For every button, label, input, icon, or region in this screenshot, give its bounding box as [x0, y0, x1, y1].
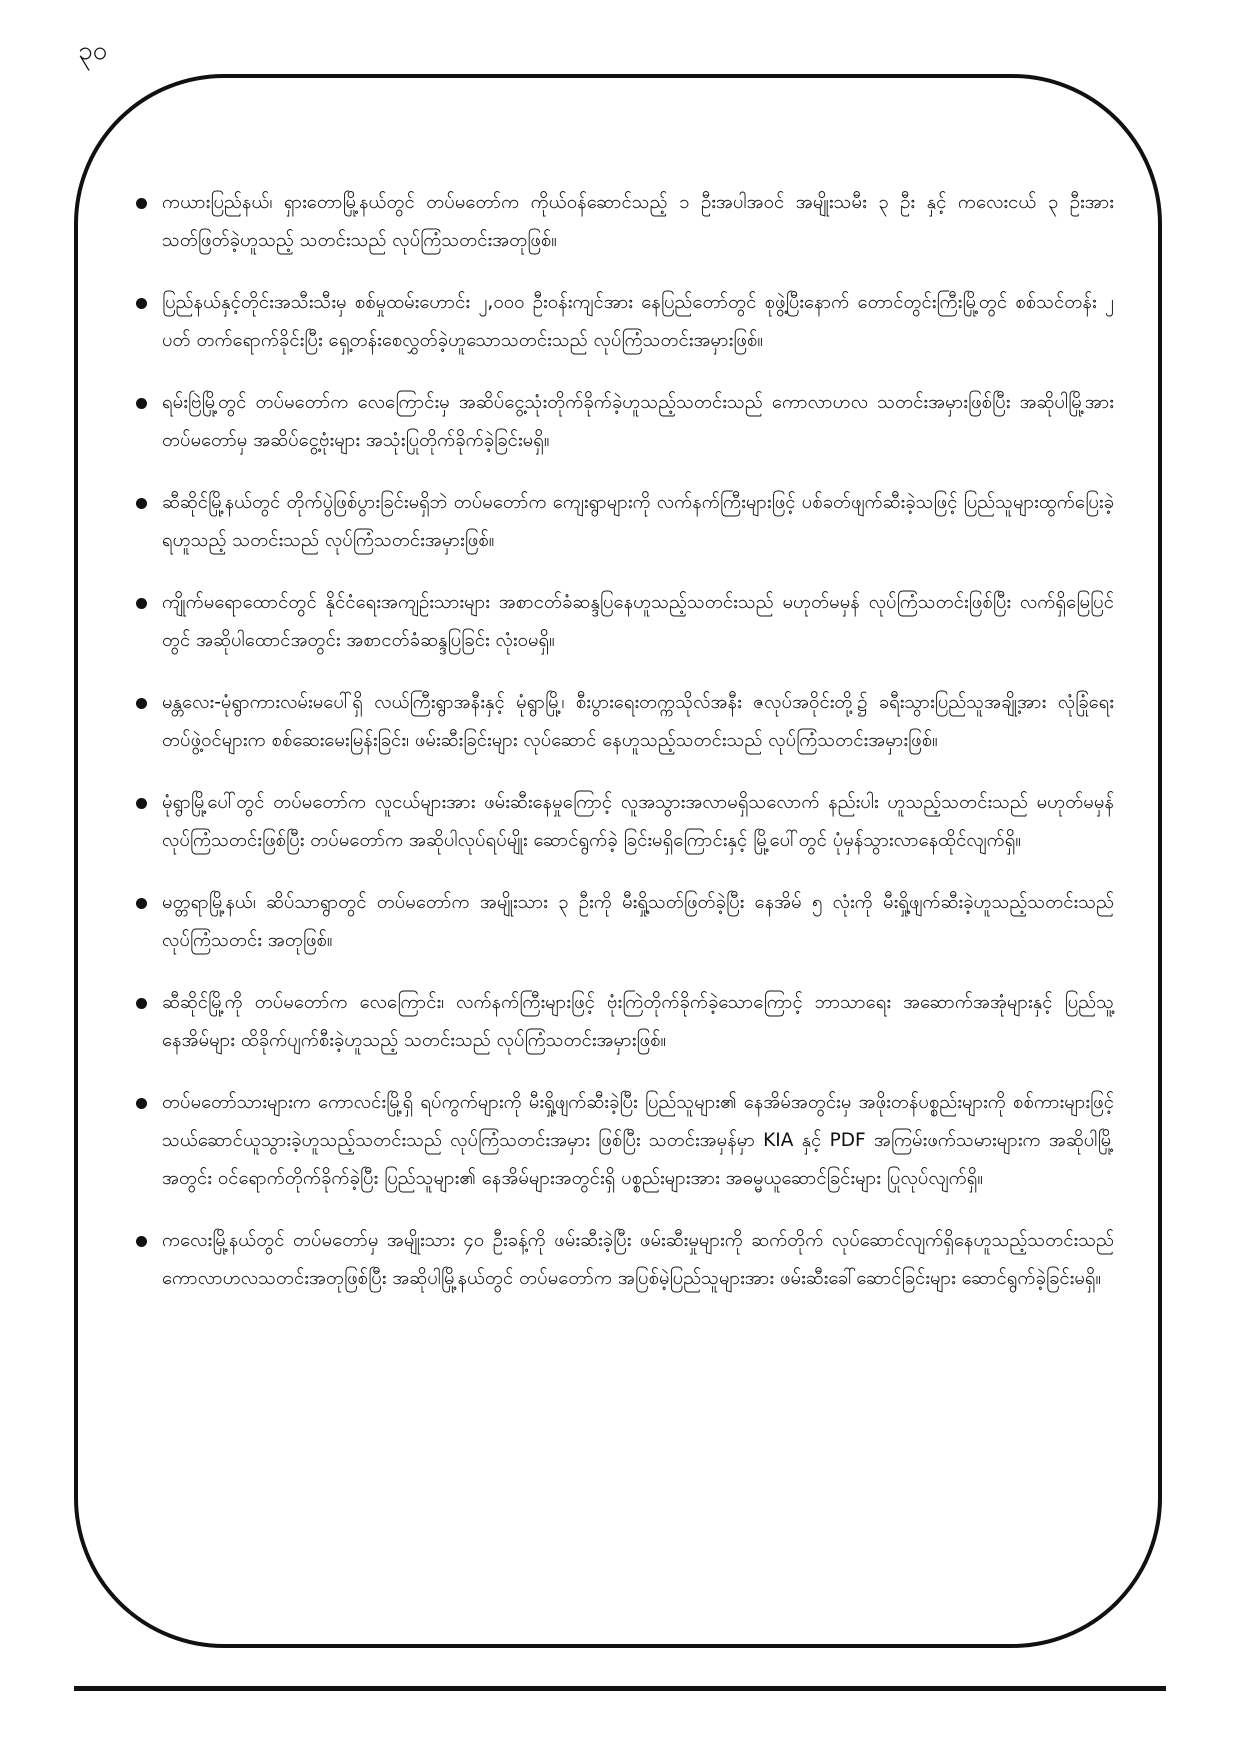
bullet-text: မတ္တရာမြို့နယ်၊ ဆိပ်သာရွာတွင် တပ်မတော်က အမျိုးသား ၃ ဦးကို မီးရှို့သတ်ဖြတ်ခဲ့ပြီး နေအိမ် ၅ လုံးကို မီးရှို့ဖျက်ဆီးခဲ့ဟူသည့်သတင်းသည် လုပ်ကြံသတင်း အတုဖြစ်။: [162, 892, 1114, 951]
bullet-text: ပြည်နယ်နှင့်တိုင်းအသီးသီးမှ စစ်မှုထမ်းဟောင်း ၂,၀၀၀ ဦးဝန်းကျင်အား နေပြည်တော်တွင် စုဖွဲ့ပြီးနောက် တောင်တွင်းကြီးမြို့တွင် စစ်သင်တန်း ၂ ပတ် တက်ရောက်ခိုင်းပြီး ရှေ့တန်းစေလွှတ်ခဲ့ဟူသောသတင်းသည် လုပ်ကြံသတင်းအမှားဖြစ်။: [162, 292, 1114, 351]
list-item: [124, 1084, 1114, 1198]
bullet-icon: [136, 498, 147, 509]
list-item: [124, 1222, 1114, 1298]
bullet-icon: [136, 998, 147, 1009]
bullet-text: ဆီဆိုင်မြို့နယ်တွင် တိုက်ပွဲဖြစ်ပွားခြင်းမရှိဘဲ တပ်မတော်က ကျေးရွာများကို လက်နက်ကြီးများဖြင့် ပစ်ခတ်ဖျက်ဆီးခဲ့သဖြင့် ပြည်သူများထွက်ပြေးခဲ့ရဟူသည့် သတင်းသည် လုပ်ကြံသတင်းအမှားဖြစ်။: [162, 492, 1114, 551]
bullet-icon: [136, 398, 147, 409]
bullet-text: ကလေးမြို့နယ်တွင် တပ်မတော်မှ အမျိုးသား ၄၀ ဦးခန့်ကို ဖမ်းဆီးခဲ့ပြီး ဖမ်းဆီးမှုများကို ဆက်တိုက် လုပ်ဆောင်လျက်ရှိနေဟူသည့်သတင်းသည် ကောလာဟလသတင်းအတုဖြစ်ပြီး အဆိုပါမြို့နယ်တွင် တပ်မတော်က အပြစ်မဲ့ပြည်သူများအား ဖမ်းဆီးခေါ်ဆောင်ခြင်းများ ဆောင်ရွက်ခဲ့ခြင်းမရှိ။: [162, 1230, 1114, 1289]
bullet-icon: [136, 298, 147, 309]
bullet-icon: [136, 598, 147, 609]
list-item: [124, 384, 1114, 460]
list-item: [124, 784, 1114, 860]
bullet-text: မန္တလေး-မုံရွာကားလမ်းမပေါ်ရှိ လယ်ကြီးရွာအနီးနှင့် မုံရွာမြို့၊ စီးပွားရေးတက္ကသိုလ်အနီး ဇလုပ်အဝိုင်းတို့၌ ခရီးသွားပြည်သူအချို့အား လုံခြုံရေးတပ်ဖွဲ့ဝင်များက စစ်ဆေးမေးမြန်းခြင်း၊ ဖမ်းဆီးခြင်းများ လုပ်ဆောင် နေဟူသည့်သတင်းသည် လုပ်ကြံသတင်းအမှားဖြစ်။: [162, 692, 1114, 751]
list-item: [124, 484, 1114, 560]
bullet-icon: [136, 898, 147, 909]
list-item: [124, 684, 1114, 760]
bullet-text: ဆီဆိုင်မြို့ကို တပ်မတော်က လေကြောင်း၊ လက်နက်ကြီးများဖြင့် ဗုံးကြဲတိုက်ခိုက်ခဲ့သောကြောင့် ဘာသာရေး အဆောက်အအုံများနှင့် ပြည်သူ့နေအိမ်များ ထိခိုက်ပျက်စီးခဲ့ဟူသည့် သတင်းသည် လုပ်ကြံသတင်းအမှားဖြစ်။: [162, 992, 1114, 1051]
list-item: [124, 984, 1114, 1060]
bullet-text: မုံရွာမြို့ပေါ်တွင် တပ်မတော်က လူငယ်များအား ဖမ်းဆီးနေမှုကြောင့် လူအသွားအလာမရှိသလောက် နည်းပါး ဟူသည့်သတင်းသည် မဟုတ်မမှန်လုပ်ကြံသတင်းဖြစ်ပြီး တပ်မတော်က အဆိုပါလုပ်ရပ်မျိုး ဆောင်ရွက်ခဲ့ ခြင်းမရှိကြောင်းနှင့် မြို့ပေါ်တွင် ပုံမှန်သွားလာနေထိုင်လျက်ရှိ။: [162, 792, 1114, 851]
bullet-icon: [136, 198, 147, 209]
bullet-icon: [136, 1236, 147, 1247]
bullet-icon: [136, 798, 147, 809]
page-number: ၃၀: [78, 36, 108, 66]
list-item: [124, 884, 1114, 960]
bullet-icon: [136, 1098, 147, 1109]
bullet-text: ကျိုက်မရောထောင်တွင် နိုင်ငံရေးအကျဉ်းသားများ အစာငတ်ခံဆန္ဒပြနေဟူသည့်သတင်းသည် မဟုတ်မမှန် လုပ်ကြံသတင်းဖြစ်ပြီး လက်ရှိမြေပြင်တွင် အဆိုပါထောင်အတွင်း အစာငတ်ခံဆန္ဒပြခြင်း လုံးဝမရှိ။: [162, 592, 1114, 651]
list-item: [124, 584, 1114, 660]
footer-rule: [74, 1686, 1166, 1691]
bullet-icon: [136, 698, 147, 709]
bullet-text: ရမ်းဗြဲမြို့တွင် တပ်မတော်က လေကြောင်းမှ အဆိပ်ငွေ့သုံးတိုက်ခိုက်ခဲ့ဟူသည့်သတင်းသည် ကောလာဟလ သတင်းအမှားဖြစ်ပြီး အဆိုပါမြို့အား တပ်မတော်မှ အဆိပ်ငွေ့ဗုံးများ အသုံးပြုတိုက်ခိုက်ခဲ့ခြင်းမရှိ။: [162, 392, 1114, 451]
list-item: [124, 284, 1114, 360]
bullet-list: [124, 184, 1114, 1322]
list-item: [124, 184, 1114, 260]
bullet-text: တပ်မတော်သားများက ကောလင်းမြို့ရှိ ရပ်ကွက်များကို မီးရှို့ဖျက်ဆီးခဲ့ပြီး ပြည်သူများ၏ နေအိမ်အတွင်းမှ အဖိုးတန်ပစ္စည်းများကို စစ်ကားများဖြင့် သယ်ဆောင်ယူသွားခဲ့ဟူသည့်သတင်းသည် လုပ်ကြံသတင်းအမှား ဖြစ်ပြီး သတင်းအမှန်မှာ KIA နှင့် PDF အကြမ်းဖက်သမားများက အဆိုပါမြို့အတွင်း ဝင်ရောက်တိုက်ခိုက်ခဲ့ပြီး ပြည်သူများ၏ နေအိမ်များအတွင်းရှိ ပစ္စည်းများအား အဓမ္မယူဆောင်ခြင်းများ ပြုလုပ်လျက်ရှိ။: [162, 1092, 1114, 1189]
bullet-text: ကယားပြည်နယ်၊ ရှားတောမြို့နယ်တွင် တပ်မတော်က ကိုယ်ဝန်ဆောင်သည့် ၁ ဦးအပါအဝင် အမျိုးသမီး ၃ ဦး နှင့် ကလေးငယ် ၃ ဦးအား သတ်ဖြတ်ခဲ့ဟူသည့် သတင်းသည် လုပ်ကြံသတင်းအတုဖြစ်။: [162, 192, 1114, 251]
